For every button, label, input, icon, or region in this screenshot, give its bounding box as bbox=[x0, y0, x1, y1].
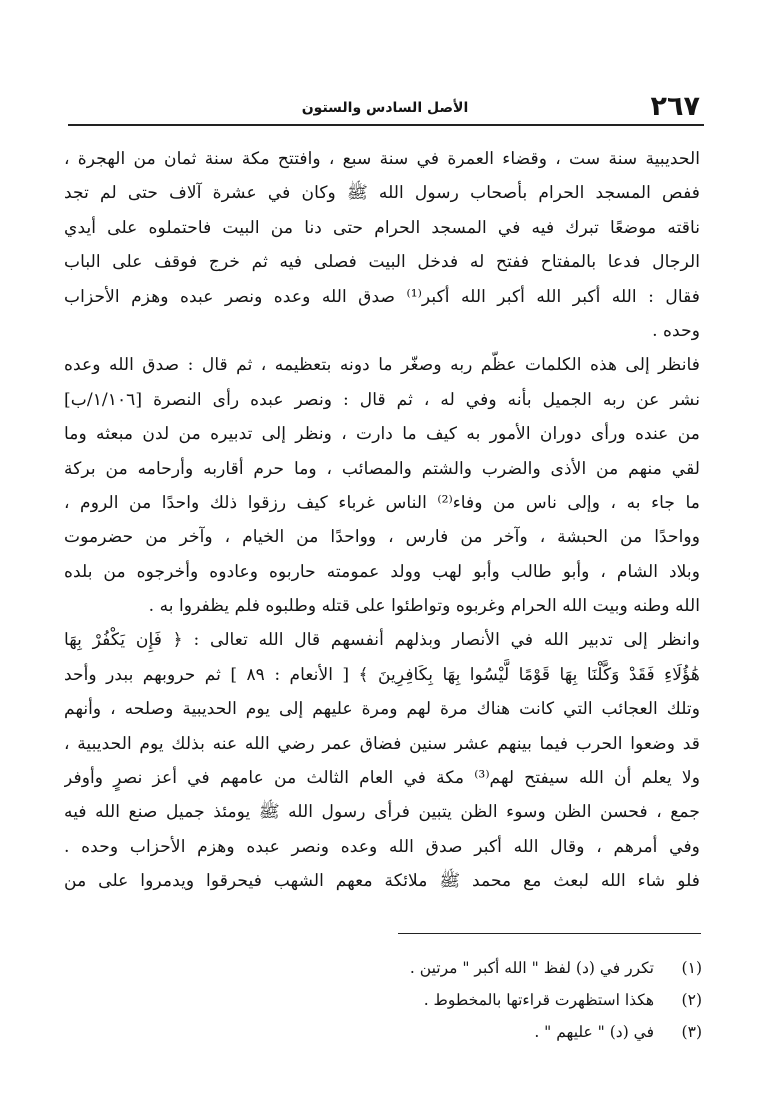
footnote bbox=[62, 1016, 702, 1048]
text-line: فلو شاء الله لبعث مع محمد ﷺ ملائكة معهم الشهب فيحرقوا ويدمروا على من bbox=[64, 871, 700, 892]
footnote bbox=[62, 984, 702, 1016]
page-number: ٢٦٧ bbox=[650, 91, 700, 122]
text-line: وفي أمرهم ، وقال الله أكبر صدق الله وعده ونصر عبده وهزم الأحزاب وحده . bbox=[64, 836, 700, 857]
text-line: فانظر إلى هذه الكلمات عظّم ربه وصغّر ما دونه بتعظيمه ، ثم قال : صدق الله وعده bbox=[64, 355, 700, 376]
text-line: وحده . bbox=[652, 320, 700, 341]
text-line: وواحدًا من الحبشة ، وآخر من فارس ، وواحدًا من الخيام ، وآخر من حضرموت bbox=[64, 527, 700, 548]
chapter-title: الأصل السادس والستون bbox=[301, 100, 469, 116]
text-line: هَٰؤُلَاءِ فَقَدْ وَكَّلْنَا بِهَا قَوْمًا لَّيْسُوا بِهَا بِكَافِرِينَ ﴾ [ الأنعام : ٨٩ ] ثم حروبهم ببدر وأحد bbox=[64, 664, 700, 685]
text-line: فقال : الله أكبر الله أكبر الله أكبر⁽¹⁾ صدق الله وعده ونصر عبده وهزم الأحزاب bbox=[64, 286, 700, 307]
text-line: وتلك العجائب التي كانت هناك مرة لهم ومرة عليهم إلى يوم الحديبية وصلحه ، وأنهم bbox=[64, 699, 700, 720]
text-line: ناقته موضعًا تبرك فيه في المسجد الحرام حتى دنا من البيت فاحتملوه على أيدي bbox=[64, 217, 700, 238]
text-line: وانظر إلى تدبير الله في الأنصار وبذلهم أنفسهم قال الله تعالى : ﴿ فَإِن يَكْفُرْ بِهَا bbox=[64, 630, 700, 651]
footnote-text: هكذا استظهرت قراءتها بالمخطوط . bbox=[423, 991, 654, 1009]
text-line: الله وطنه وبيت الله الحرام وغربوه وتواطئوا على قتله وطلبوه فلم يظفروا به . bbox=[148, 596, 700, 617]
footnote-number: (٢) bbox=[681, 991, 702, 1009]
text-line: من عنده ورأى دوران الأمور به كيف ما دارت ، ونظر إلى تدبيره من لدن مبعثه وما bbox=[64, 424, 700, 445]
footnote-number: (٣) bbox=[681, 1023, 702, 1041]
text-line: الحديبية سنة ست ، وقضاء العمرة في سنة سبع ، وافتتح مكة سنة ثمان من الهجرة ، bbox=[64, 149, 700, 169]
text-line: ففص المسجد الحرام بأصحاب رسول الله ﷺ وكان في عشرة آلاف حتى لم تجد bbox=[64, 183, 700, 204]
header-rule bbox=[68, 124, 704, 126]
footnote-rule bbox=[398, 933, 701, 934]
text-line: قد وضعوا الحرب فيما بينهم عشر سنين فضاق عمر رضي الله عنه بذلك يوم الحديبية ، bbox=[64, 733, 700, 754]
footnotes bbox=[62, 952, 702, 1048]
text-line: ما جاء به ، وإلى ناس من وفاء⁽²⁾ الناس غرباء كيف رزقوا ذلك واحدًا من الروم ، bbox=[64, 492, 700, 513]
footnote-number: (١) bbox=[681, 959, 702, 977]
text-line: جمع ، فحسن الظن وسوء الظن يتبين فرأى رسول الله ﷺ يومئذ جميل صنع الله فيه bbox=[64, 802, 700, 823]
footnote-text: تكرر في (د) لفظ " الله أكبر " مرتين . bbox=[409, 959, 654, 977]
text-line: لقي منهم من الأذى والضرب والشتم والمصائب ، وما حرم أقاربه وأرحامه من بركة bbox=[64, 458, 700, 479]
footnote bbox=[62, 952, 702, 984]
running-head bbox=[70, 92, 700, 126]
footnote-text: في (د) " عليهم " . bbox=[534, 1023, 654, 1041]
text-line: وبلاد الشام ، وأبو طالب وأبو لهب وولد عمومته حاربوه وعادوه وأخرجوه من بلده bbox=[64, 561, 700, 582]
text-line: نشر عن ربه الجميل بأنه وفي له ، ثم قال : ونصر عبده رأى النصرة [١/١٠٦/ب] bbox=[64, 389, 700, 410]
text-line: الرجال فدعا بالمفتاح ففتح له فدخل البيت فصلى فيه ثم خرج فوقف على الباب bbox=[64, 252, 700, 273]
text-line: ولا يعلم أن الله سيفتح لهم⁽³⁾ مكة في العام الثالث من عامهم في أعز نصرٍ وأوفر bbox=[64, 768, 700, 789]
body-text bbox=[64, 142, 700, 899]
